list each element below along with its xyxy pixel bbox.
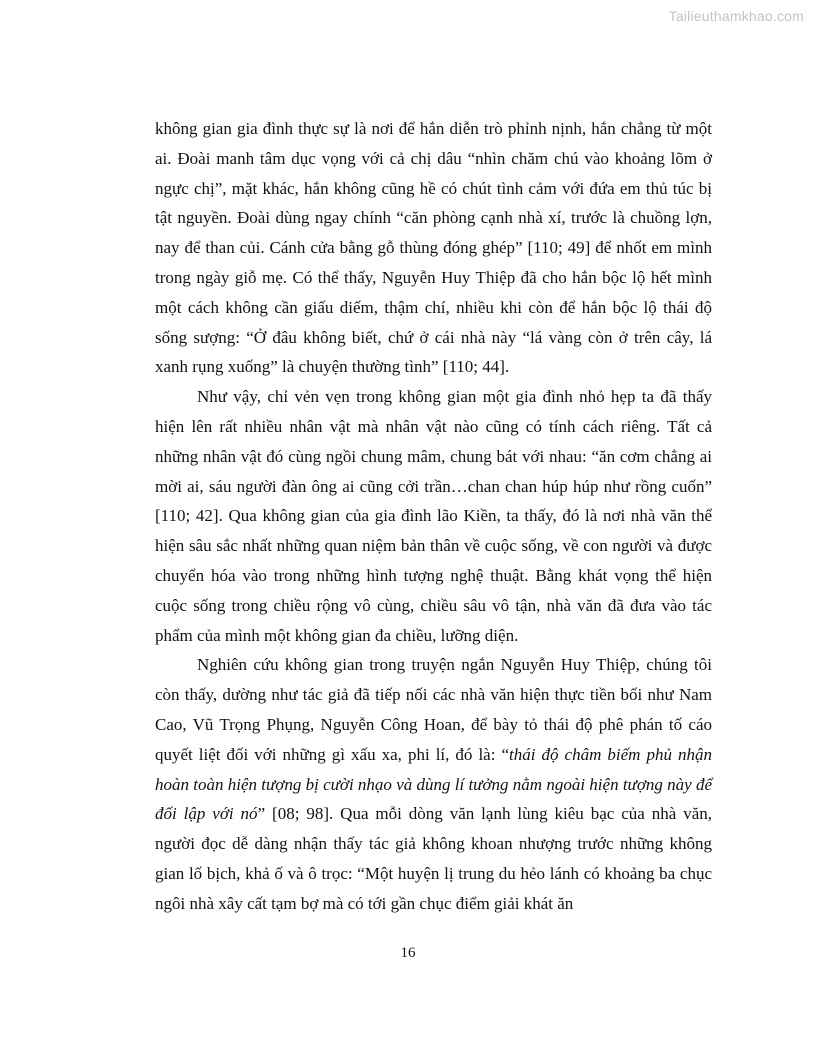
paragraph-2: Như vậy, chỉ vẻn vẹn trong không gian một gia đình nhỏ hẹp ta đã thấy hiện lên rất nhiều nhân vật mà nhân vật nào cũng có tính cách riêng. Tất cả những nhân vật đó cùng ngồi chung mâm, chung bát với nhau: “ăn cơm chẳng ai mời ai, sáu người đàn ông ai cũng cởi trần…chan chan húp húp như rồng cuốn” [110; 42]. Qua không gian của gia đình lão Kiền, ta thấy, đó là nơi nhà văn thể hiện sâu sắc nhất những quan niệm bản thân về cuộc sống, về con người và được chuyển hóa vào trong những hình tượng nghệ thuật. Bằng khát vọng thể hiện cuộc sống trong chiều rộng vô cùng, chiều sâu vô tận, nhà văn đã đưa vào tác phẩm của mình một không gian đa chiều, lưỡng diện. (155, 387, 712, 645)
page-content (155, 114, 712, 919)
paragraph-3 (155, 650, 712, 918)
paragraph-1: không gian gia đình thực sự là nơi để hắn diễn trò phỉnh nịnh, hắn chẳng từ một ai. Đoài manh tâm dục vọng với cả chị dâu “nhìn chăm chú vào khoảng lõm ở ngực chị”, mặt khác, hắn không cũng hề có chút tình cảm với đứa em thủ túc bị tật nguyền. Đoài dùng ngay chính “căn phòng cạnh nhà xí, trước là chuồng lợn, nay để than củi. Cánh cửa bằng gỗ thùng đóng ghép” [110; 49] để nhốt em mình trong ngày giỗ mẹ. Có thể thấy, Nguyễn Huy Thiệp đã cho hắn bộc lộ hết mình một cách không cần giấu diếm, thậm chí, nhiều khi còn để hắn bộc lộ thái độ sống sượng: “Ở đâu không biết, chứ ở cái nhà này “lá vàng còn ở trên cây, lá xanh rụng xuống” là chuyện thường tình” [110; 44]. (155, 119, 712, 377)
paragraph-3-lead: Nghiên cứu không gian trong truyện ngắn Nguyễn Huy Thiệp, chúng tôi còn thấy, dường như tác giả đã tiếp nối các nhà văn hiện thực tiền bối như Nam Cao, Vũ Trọng Phụng, Nguyễn Công Hoan, để bày tỏ thái độ phê phán tố cáo quyết liệt đối với những gì xấu xa, phi lí, đó là: “ (155, 655, 712, 764)
watermark: Tailieuthamkhao.com (668, 8, 804, 24)
paragraph-3-tail: ” [08; 98]. Qua mỗi dòng văn lạnh lùng kiêu bạc của nhà văn, người đọc dễ dàng nhận thấy tác giả không khoan nhượng trước những không gian lố bịch, khả ố và ô trọc: “Một huyện lị trung du hẻo lánh có khoảng ba chục ngôi nhà xây cất tạm bợ mà có tới gần chục điểm giải khát ăn (155, 804, 712, 913)
page-number: 16 (400, 945, 416, 961)
paragraph-3-italic-quote: thái độ châm biếm phủ nhận hoàn toàn hiện tượng bị cười nhạo và dùng lí tưởng nằm ngoài hiện tượng này để đối lập với nó (155, 744, 712, 824)
